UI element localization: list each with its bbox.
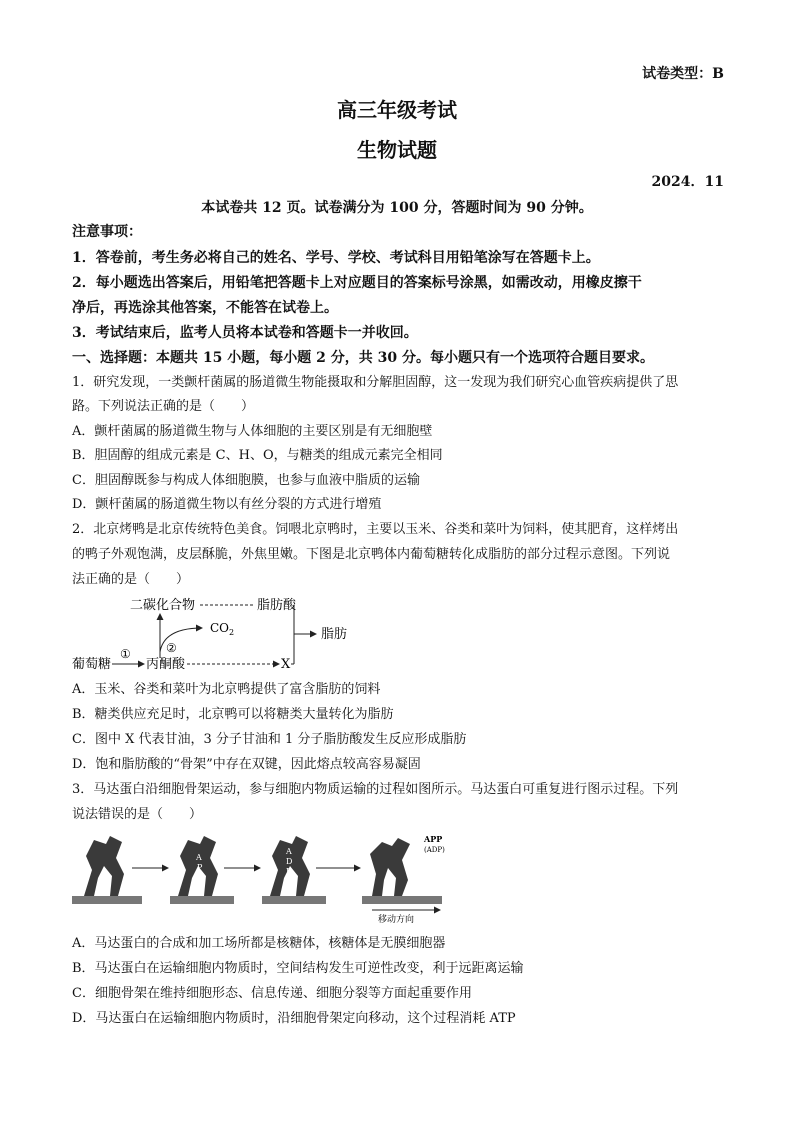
app-label: APP	[424, 834, 443, 844]
two-carbon-label: 二碳化合物	[130, 598, 196, 613]
atp-p-label: P	[197, 863, 203, 872]
metabolism-diagram	[72, 594, 362, 672]
note-item: 1．答卷前，考生务必将自己的姓名、学号、学校、考试科目用铅笔涂写在答题卡上。	[72, 250, 600, 266]
adp-a-label: A	[286, 847, 292, 856]
q3-option-a: A．马达蛋白的合成和加工场所都是核糖体，核糖体是无膜细胞器	[72, 936, 446, 951]
q3-option-d: D．马达蛋白在运输细胞内物质时，沿细胞骨架定向移动，这个过程消耗 ATP	[72, 1011, 516, 1026]
note-item: 2．每小题选出答案后，用铅笔把答题卡上对应题目的答案标号涂黑，如需改动，用橡皮擦干	[72, 275, 642, 291]
q1-option-c: C．胆固醇既参与构成人体细胞膜，也参与血液中脂质的运输	[72, 473, 420, 488]
notes-heading: 注意事项：	[72, 224, 142, 240]
adp-label: (ADP)	[424, 846, 445, 854]
x-label: X	[281, 657, 291, 672]
step-1-label: ①	[120, 647, 131, 661]
section-heading: 一、选择题：本题共 15 小题，每小题 2 分，共 30 分。每小题只有一个选项符合题目要求。	[72, 350, 654, 366]
motor-protein-diagram	[72, 830, 452, 924]
q3-stem: 说法错误的是（ ）	[72, 807, 203, 822]
direction-label: 移动方向	[378, 915, 415, 924]
cytoskeleton-track	[262, 896, 326, 904]
q3-stem: 3．马达蛋白沿细胞骨架运动，参与细胞内物质运输的过程如图所示。马达蛋白可重复进行图示过程。下列	[72, 782, 679, 797]
motor-protein-3	[270, 836, 310, 896]
q1-option-d: D．颤杆菌属的肠道微生物以有丝分裂的方式进行增殖	[72, 497, 382, 512]
q2-stem: 2．北京烤鸭是北京传统特色美食。饲喂北京鸭时，主要以玉米、谷类和菜叶为饲料，使其肥育，这样烤出	[72, 522, 679, 537]
fat-label: 脂肪	[321, 627, 348, 642]
co2-label: $CO_2$	[210, 621, 235, 637]
atp-a-label: A	[196, 853, 202, 862]
fatty-acid-label: 脂肪酸	[257, 598, 297, 613]
q2-stem: 的鸭子外观饱满，皮层酥脆，外焦里嫩。下图是北京鸭体内葡萄糖转化成脂肪的部分过程示意图。下列说	[72, 547, 671, 562]
exam-type: 试卷类型：B	[642, 66, 724, 82]
motor-protein-1	[84, 836, 124, 896]
q2-option-d: D．饱和脂肪酸的“骨架”中存在双键，因此熔点较高容易凝固	[72, 757, 421, 772]
exam-date: 2024．11	[651, 174, 724, 190]
q1-stem: 路。下列说法正确的是（ ）	[72, 399, 255, 414]
q2-option-b: B．糖类供应充足时，北京鸭可以将糖类大量转化为脂肪	[72, 707, 394, 722]
step-2-label: ②	[166, 641, 177, 655]
cytoskeleton-track	[170, 896, 234, 904]
motor-protein-4	[370, 838, 410, 896]
q2-option-c: C．图中 X 代表甘油，3 分子甘油和 1 分子脂肪酸发生反应形成脂肪	[72, 732, 467, 747]
cytoskeleton-track	[72, 896, 142, 904]
q3-option-b: B．马达蛋白在运输细胞内物质时，空间结构发生可逆性改变，利于远距离运输	[72, 961, 524, 976]
q2-stem: 法正确的是（ ）	[72, 572, 190, 587]
adp-p-label: P	[286, 867, 292, 876]
cytoskeleton-track	[362, 896, 442, 904]
q3-option-c: C．细胞骨架在维持细胞形态、信息传递、细胞分裂等方面起重要作用	[72, 986, 472, 1001]
glucose-label: 葡萄糖	[72, 657, 112, 672]
exam-subtitle: 生物试题	[357, 138, 437, 162]
pyruvate-label: 丙酮酸	[146, 657, 186, 672]
q1-option-b: B．胆固醇的组成元素是 C、H、O，与糖类的组成元素完全相同	[72, 448, 443, 463]
q2-option-a: A．玉米、谷类和菜叶为北京鸭提供了富含脂肪的饲料	[72, 682, 381, 697]
note-item: 3．考试结束后，监考人员将本试卷和答题卡一并收回。	[72, 325, 418, 341]
q1-stem: 1．研究发现，一类颤杆菌属的肠道微生物能摄取和分解胆固醇，这一发现为我们研究心血管疾病提供了思	[72, 375, 679, 390]
note-item: 净后，再选涂其他答案，不能答在试卷上。	[72, 300, 338, 316]
adp-d-label: D	[286, 857, 293, 866]
exam-title: 高三年级考试	[337, 98, 457, 122]
exam-info: 本试卷共 12 页。试卷满分为 100 分，答题时间为 90 分钟。	[201, 200, 593, 216]
q1-option-a: A．颤杆菌属的肠道微生物与人体细胞的主要区别是有无细胞壁	[72, 424, 433, 439]
